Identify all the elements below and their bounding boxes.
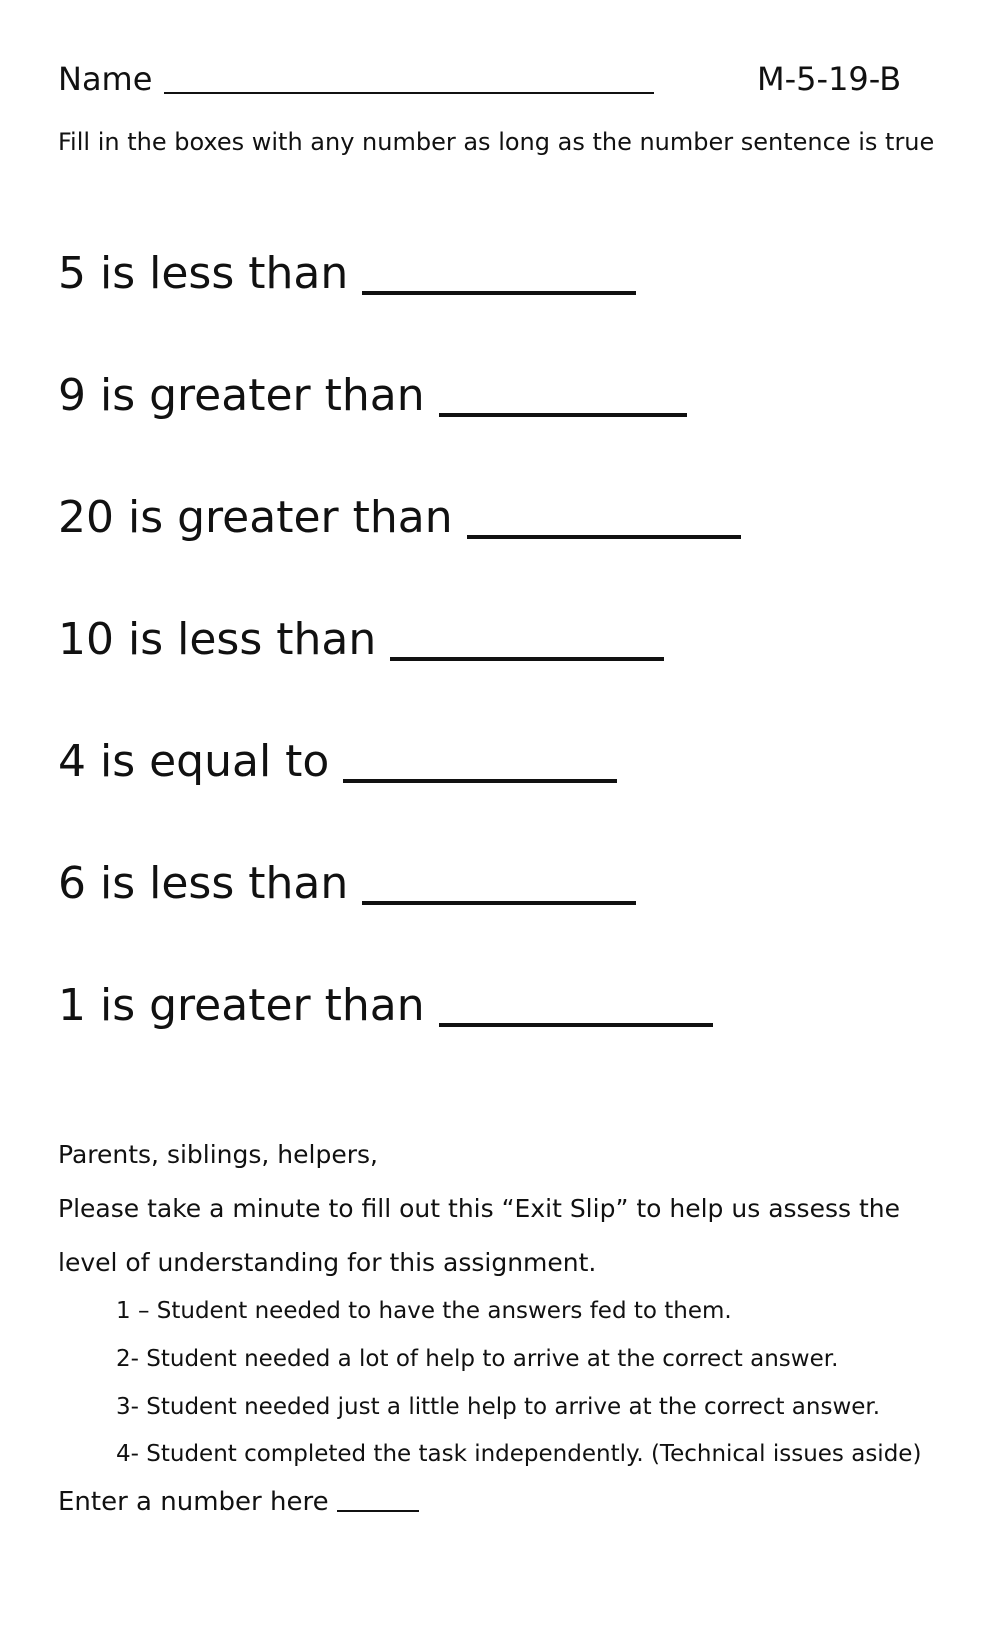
exit-slip-greeting: Parents, siblings, helpers,: [58, 1140, 378, 1169]
exit-slip-line-1: Please take a minute to fill out this “Exit Slip” to help us assess the: [58, 1194, 900, 1223]
enter-number-input-line[interactable]: [337, 1510, 419, 1512]
problem-4: [58, 614, 664, 665]
scale-item-3: 3- Student needed just a little help to arrive at the correct answer.: [116, 1394, 881, 1420]
scale-item-2: 2- Student needed a lot of help to arrive at the correct answer.: [116, 1346, 839, 1372]
enter-number-field: [58, 1487, 419, 1517]
scale-item-4: 4- Student completed the task independently. (Technical issues aside): [116, 1441, 922, 1467]
instructions: Fill in the boxes with any number as long as the number sentence is true: [58, 128, 935, 156]
problem-prompt: 20 is greater than: [58, 492, 453, 543]
worksheet-code: M-5-19-B: [757, 60, 902, 98]
answer-blank[interactable]: [390, 657, 664, 661]
problem-prompt: 9 is greater than: [58, 370, 425, 421]
problem-7: [58, 980, 713, 1031]
name-field: [58, 60, 654, 98]
problem-prompt: 1 is greater than: [58, 980, 425, 1031]
name-label: Name: [58, 60, 153, 98]
exit-slip-line-2: level of understanding for this assignment.: [58, 1248, 597, 1277]
answer-blank[interactable]: [343, 779, 617, 783]
answer-blank[interactable]: [439, 413, 687, 417]
problem-prompt: 4 is equal to: [58, 736, 330, 787]
problem-prompt: 5 is less than: [58, 248, 349, 299]
problem-3: [58, 492, 741, 543]
answer-blank[interactable]: [467, 535, 741, 539]
name-input-line[interactable]: [164, 92, 654, 94]
problem-prompt: 10 is less than: [58, 614, 377, 665]
problem-prompt: 6 is less than: [58, 858, 349, 909]
answer-blank[interactable]: [439, 1023, 713, 1027]
problem-5: [58, 736, 617, 787]
enter-number-label: Enter a number here: [58, 1487, 329, 1517]
problem-1: [58, 248, 636, 299]
answer-blank[interactable]: [362, 291, 636, 295]
answer-blank[interactable]: [362, 901, 636, 905]
problem-2: [58, 370, 687, 421]
problem-6: [58, 858, 636, 909]
scale-item-1: 1 – Student needed to have the answers fed to them.: [116, 1298, 732, 1324]
